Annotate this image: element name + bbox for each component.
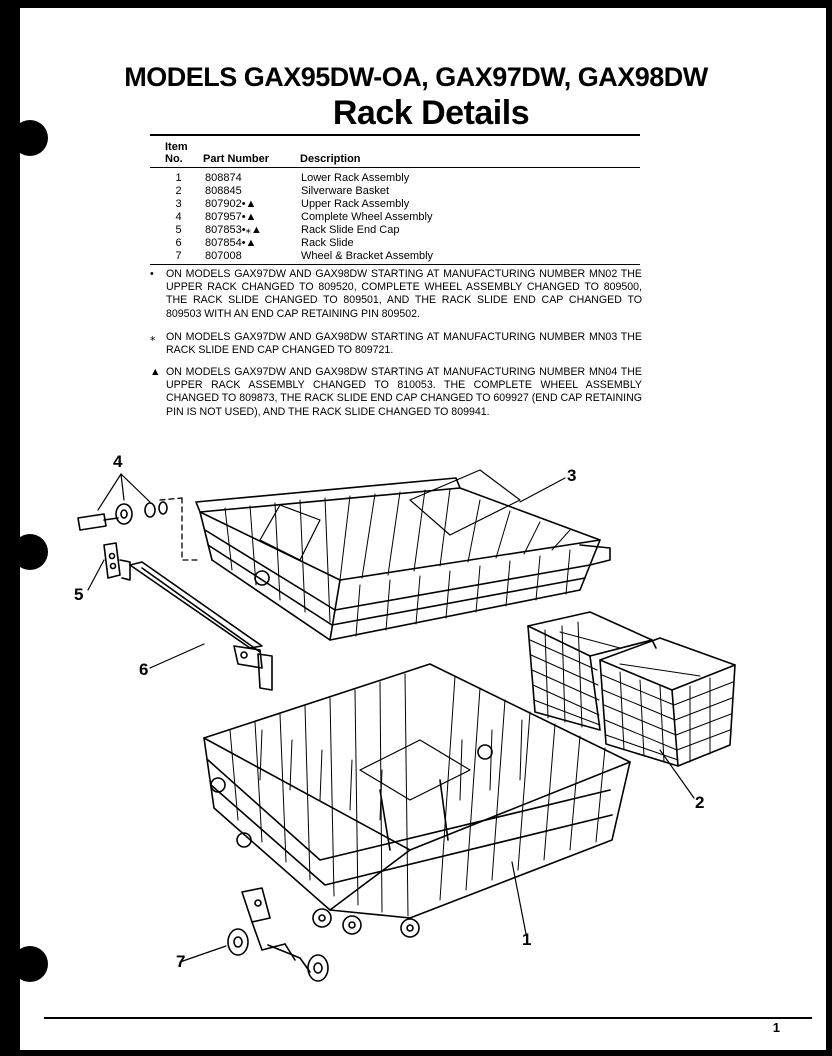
part-number: 807902•▲ [205,198,257,210]
lower-rack-illustration [204,664,630,937]
part-description: Rack Slide End Cap [301,224,400,236]
header-item-line2: No. [165,153,183,165]
callout-2: 2 [695,793,705,812]
part-description: Wheel & Bracket Assembly [301,250,434,262]
part-number: 807853•⁎▲ [205,224,262,236]
header-item-line1: Item [165,141,188,153]
callout-4: 4 [113,452,123,471]
part-description: Lower Rack Assembly [301,172,410,184]
part-number: 807957•▲ [205,211,257,223]
note-symbol-dot: • [150,268,154,280]
part-description: Silverware Basket [301,185,390,197]
wheel-assembly-illustration [78,502,167,530]
note-symbol-asterisk: ⁎ [150,331,156,343]
page-number: 1 [772,1020,780,1035]
header-description: Description [300,153,361,165]
rack-slide-illustration [130,562,272,690]
item-number: 6 [175,237,182,249]
part-description: Upper Rack Assembly [301,198,410,210]
item-number: 5 [175,224,182,236]
upper-rack-illustration [196,470,610,640]
section-title: Rack Details [332,94,530,132]
part-number: 808874 [205,172,242,184]
part-number: 808845 [205,185,242,197]
note-text: ON MODELS GAX97DW AND GAX98DW STARTING AT MANUFACTURING NUMBER MN04 THE UPPER RACK ASSEMBLY CHANGED TO 810053. THE COMPLETE WHEEL ASSEMBLY CHANGED TO 809873, THE RACK SLIDE END CAP CHANGED TO 609927 (END CAP RETAINING PIN IS NOT USED), AND THE RACK SLIDE CHANGED TO 809941. [166,366,642,418]
footer-rule [44,1017,812,1019]
wheel-bracket-illustration [228,888,328,981]
models-title: MODELS GAX95DW-OA, GAX97DW, GAX98DW [124,62,708,92]
callout-1: 1 [522,930,532,949]
item-number: 7 [175,250,182,262]
callout-6: 6 [139,660,149,679]
item-number: 3 [175,198,182,210]
callout-5: 5 [74,585,84,604]
part-description: Rack Slide [301,237,354,249]
end-cap-illustration [104,543,130,580]
part-number: 807854•▲ [205,237,257,249]
note-text: ON MODELS GAX97DW AND GAX98DW STARTING AT MANUFACTURING NUMBER MN03 THE RACK SLIDE END CAP CHANGED TO 809721. [166,331,642,357]
note-symbol-triangle: ▲ [150,366,161,378]
silverware-basket-illustration [528,612,735,766]
item-number: 1 [175,172,182,184]
part-number: 807008 [205,250,242,262]
header-part-number: Part Number [203,153,270,165]
item-number: 4 [175,211,182,223]
callout-7: 7 [176,952,186,971]
callout-3: 3 [567,466,577,485]
note-text: ON MODELS GAX97DW AND GAX98DW STARTING AT MANUFACTURING NUMBER MN02 THE UPPER RACK CHANGED TO 809520, COMPLETE WHEEL ASSEMBLY CHANGED TO 809500, THE RACK SLIDE CHANGED TO 809501, AND THE RACK SLIDE END CAP CHANGED TO 809503 WITH AN END CAP RETAINING PIN 809502. [166,268,642,320]
item-number: 2 [175,185,182,197]
part-description: Complete Wheel Assembly [301,211,433,223]
